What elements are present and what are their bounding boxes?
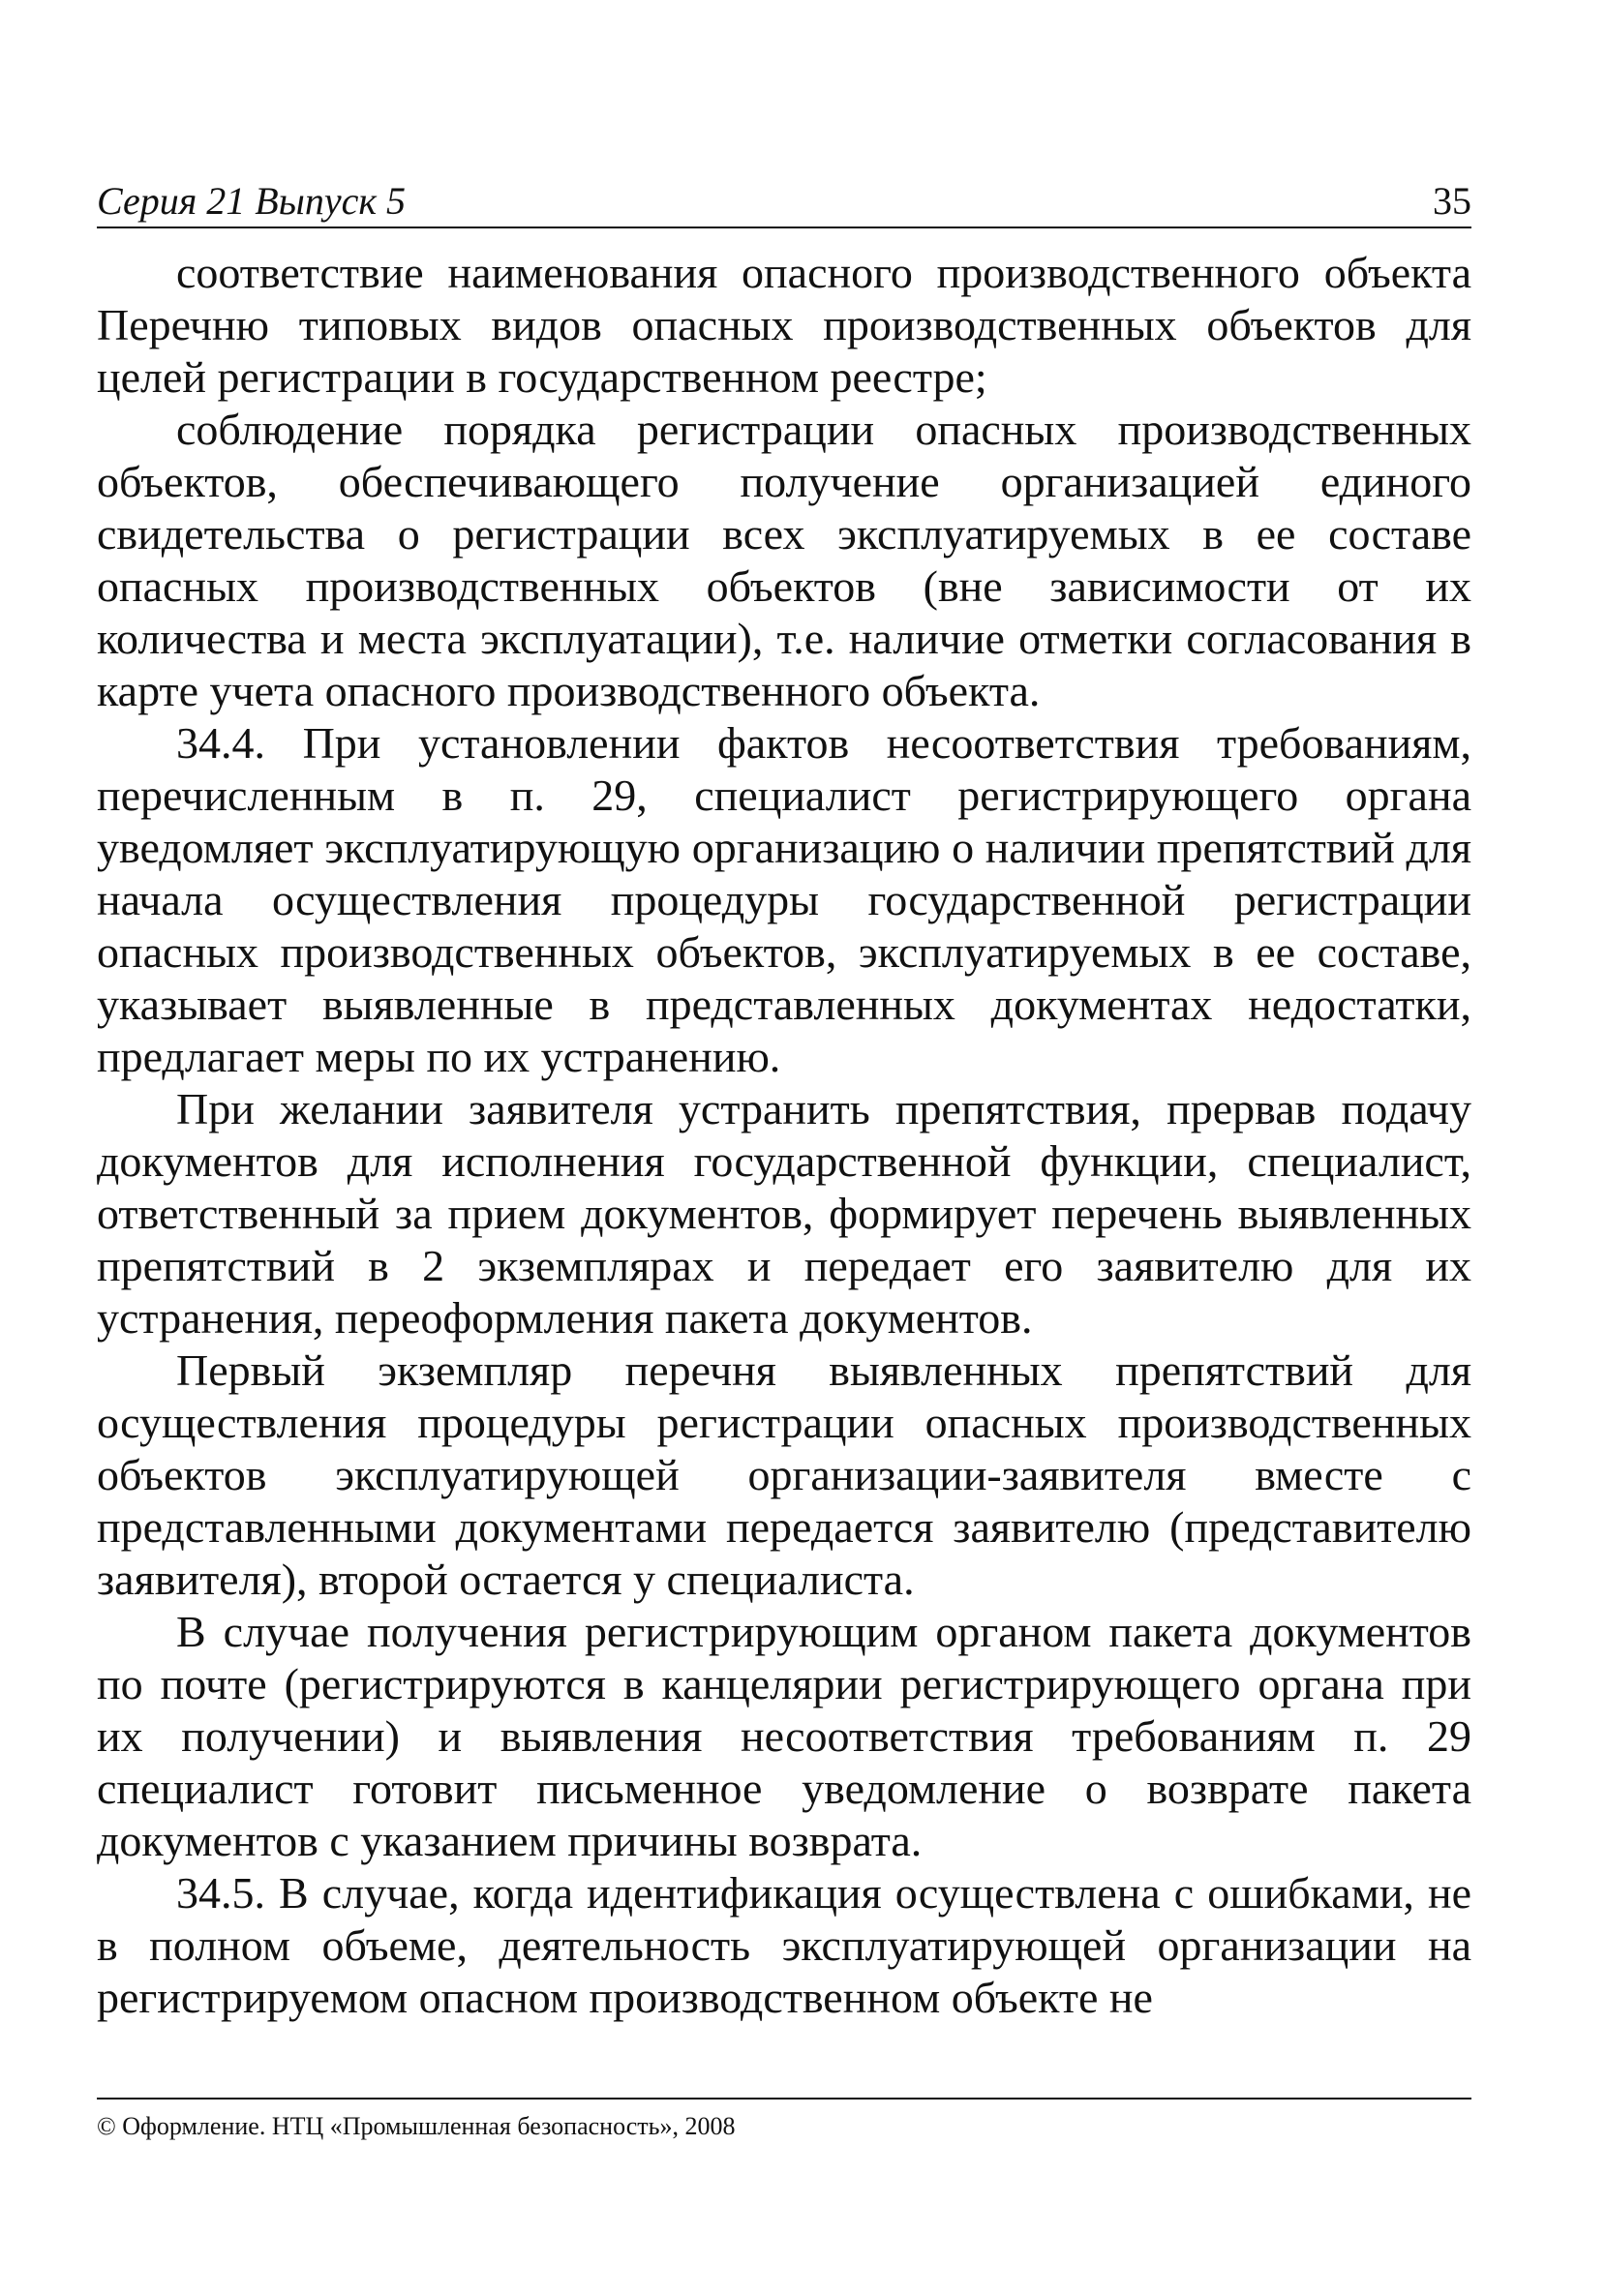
body-text [97,247,1471,2024]
paragraph: При желании заявителя устранить препятствия, прервав подачу документов для исполнения государственной функции, специалист, ответственный за прием документов, формирует перечень выявленных препятствий в 2 экземплярах и передает его заявителю для их устранения, переоформления пакета документов. [97,1084,1471,1343]
page-number: 35 [1433,179,1471,223]
series-title: Серия 21 Выпуск 5 [97,179,407,223]
paragraph: В случае получения регистрирующим органом пакета документов по почте (регистрируются в канцелярии регистрирующего органа при их получении) и выявления несоответствия требованиям п. 29 специалист готовит письменное уведомление о возврате пакета документов с указанием причины возврата. [97,1607,1471,1865]
paragraph: соблюдение порядка регистрации опасных производственных объектов, обеспечивающего получение организацией единого свидетельства о регистрации всех эксплуатируемых в ее составе опасных производственных объектов (вне зависимости от их количества и места эксплуатации), т.е. наличие отметки согласования в карте учета опасного производственного объекта. [97,405,1471,715]
paragraph: Первый экземпляр перечня выявленных препятствий для осуществления процедуры регистрации опасных производственных объектов эксплуатирующей организации-заявителя вместе с представленными документами передается заявителю (представителю заявителя), второй остается у специалиста. [97,1345,1471,1604]
copyright-footer: © Оформление. НТЦ «Промышленная безопасность», 2008 [97,2098,1471,2142]
paragraph: 34.5. В случае, когда идентификация осуществлена с ошибками, не в полном объеме, деятельность эксплуатирующей организации на регистрируемом опасном производственном объекте не [97,1868,1471,2022]
paragraph: соответствие наименования опасного производственного объекта Перечню типовых видов опасных производственных объектов для целей регистрации в государственном реестре; [97,248,1471,402]
page-header [97,174,1471,228]
paragraph: 34.4. При установлении фактов несоответствия требованиям, перечисленным в п. 29, специалист регистрирующего органа уведомляет эксплуатирующую организацию о наличии препятствий для начала осуществления процедуры государственной регистрации опасных производственных объектов, эксплуатируемых в ее составе, указывает выявленные в представленных документах недостатки, предлагает меры по их устранению. [97,718,1471,1081]
